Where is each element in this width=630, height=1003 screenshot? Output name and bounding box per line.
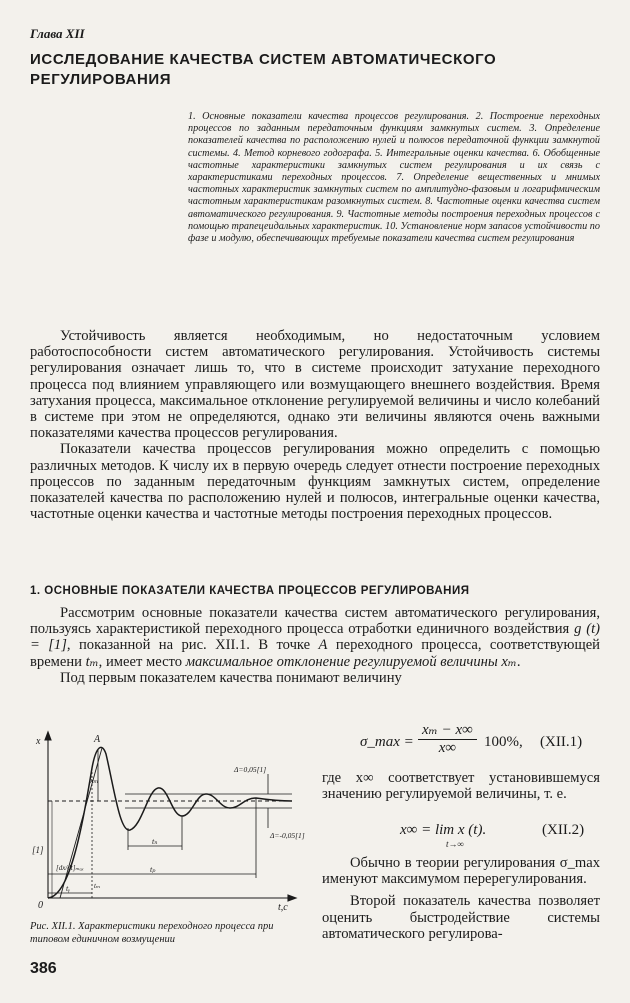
text-run: переходного процесса, соответствующей времени xyxy=(30,637,600,670)
eq1-denominator: x∞ xyxy=(438,740,457,756)
intro-paragraph-2: Показатели качества процессов регулирования можно определить с помощью различных методов. К числу их в первую очередь следует отнести построение переходных процессов по заданным передаточным функциям замкнутых систем, определение показателей качества по расположению нулей и полюсов, интегральные оценки качества, частотные оценки качества и частотные методы построения переходных процессов. xyxy=(30,441,600,523)
page-number: 386 xyxy=(30,960,57,977)
intro-paragraph-1: Устойчивость является необходимым, но недостаточным условием работоспособности систем автоматического регулирования. Устойчивость системы регулирования означает лишь то, что в системе происходит затухание переходного процесса под влиянием управляющего или возмущающего внешнего воздействия. Время затухания процесса, максимальное отклонение регулируемой величины и число колебаний в системе при этом не определяются, однако эти величины являются очень важными показателями качества процессов регулирования. xyxy=(30,328,600,442)
ty-label: tᵧ xyxy=(66,884,71,893)
section-paragraph-2: Под первым показателем качества понимают величину xyxy=(60,669,402,686)
x-axis-label: x xyxy=(36,736,41,747)
equation-xii-1 xyxy=(320,720,600,765)
transient-response-figure xyxy=(30,728,310,913)
unit-label: [1] xyxy=(32,845,44,855)
section-heading: 1. ОСНОВНЫЕ ПОКАЗАТЕЛИ КАЧЕСТВА ПРОЦЕССОВ РЕГУЛИРОВАНИЯ xyxy=(30,585,470,597)
tm-label: tₘ xyxy=(94,882,101,890)
eq2-label: (XII.2) xyxy=(542,822,585,838)
eq1-fraction xyxy=(418,720,477,757)
tn-label: tₙ xyxy=(152,837,158,846)
point-a-label: A xyxy=(94,734,101,745)
delta-bottom-label: Δ=-0,05[1] xyxy=(270,831,305,840)
text-run: , имеет место xyxy=(98,653,186,670)
term-max-deviation: максимальное отклонение регулируемой величины xₘ xyxy=(185,653,517,670)
figure-caption: Рис. XII.1. Характеристики переходного процесса при типовом единичном возмущении xyxy=(30,921,274,945)
text-run: . xyxy=(516,653,521,670)
chapter-contents: 1. Основные показатели качества процессов регулирования. 2. Построение переходных процессов по заданным передаточным функциям замкнутых систем. 3. Определение показателей качества по расположению нулей и полюсов передаточной функции замкнутой системы. 4. Метод корневого годографа. 5. Интегральные оценки качества. 6. Обобщенные частотные характеристики замкнутых систем регулирования и их связь с характеристиками переходных процессов. 7. Определение вещественных и мнимых частотных характеристик замкнутых систем по амплитудно-фазовым и логарифмическим частотным характеристикам разомкнутых систем. 8. Частотные оценки качества систем автоматического регулирования. 9. Частотные методы построения переходных процессов с помощью трапецеидальных характеристик. 10. Установление норм запасов устойчивости по фазе и модулю, обеспечивающих требуемые показатели качества систем регулирования xyxy=(188,111,600,245)
right-paragraph-2: Второй показатель качества позволяет оценить быстродействие системы автоматического регулирова- xyxy=(322,893,600,942)
equation-xii-2 xyxy=(320,820,600,850)
eq1-numerator: xₘ − x∞ xyxy=(418,720,477,740)
text-run: Рассмотрим основные показатели качества систем автоматического регулирования, пользуясь характеристикой переходного процесса отработки единичного воздействия xyxy=(30,605,600,638)
right-paragraph-1: Обычно в теории регулирования σ_max именуют максимумом перерегулирования. xyxy=(322,855,600,888)
point-a: A xyxy=(318,637,328,654)
t-axis-label: t,c xyxy=(278,902,288,913)
symbol-tm: tₘ xyxy=(85,653,99,670)
right-text-1: где x∞ соответствует установившемуся значению регулируемой величины, т. е. xyxy=(322,770,600,803)
t-axis-arrow xyxy=(288,895,296,901)
eq2-expression: x∞ = lim x (t). xyxy=(400,822,487,838)
eq1-rhs: 100%, xyxy=(484,734,523,750)
section-paragraph-1 xyxy=(30,605,600,670)
max-slope-tangent xyxy=(60,748,102,898)
chapter-title: ИССЛЕДОВАНИЕ КАЧЕСТВА СИСТЕМ АВТОМАТИЧЕСКОГО РЕГУЛИРОВАНИЯ xyxy=(30,51,497,88)
section-text xyxy=(30,605,600,686)
x-axis-arrow xyxy=(45,732,51,740)
slope-label: [dx/dt]ₘₐₓ xyxy=(56,864,84,872)
text-run: , показанной на рис. XII.1. В точке xyxy=(66,637,319,654)
origin-label: 0 xyxy=(38,900,43,911)
xm-label: xₘ xyxy=(90,776,99,785)
eq1-lhs: σ_max = xyxy=(360,734,414,750)
intro-text xyxy=(30,328,600,522)
eq1-label: (XII.1) xyxy=(540,734,583,750)
eq2-subscript: t→∞ xyxy=(446,839,464,849)
tp-label: tₚ xyxy=(150,865,156,874)
right-text-2 xyxy=(322,855,600,942)
formula-g: g (t) = [1] xyxy=(30,621,600,654)
chapter-label: Глава XII xyxy=(30,26,85,41)
delta-top-label: Δ=0,05[1] xyxy=(234,765,267,774)
